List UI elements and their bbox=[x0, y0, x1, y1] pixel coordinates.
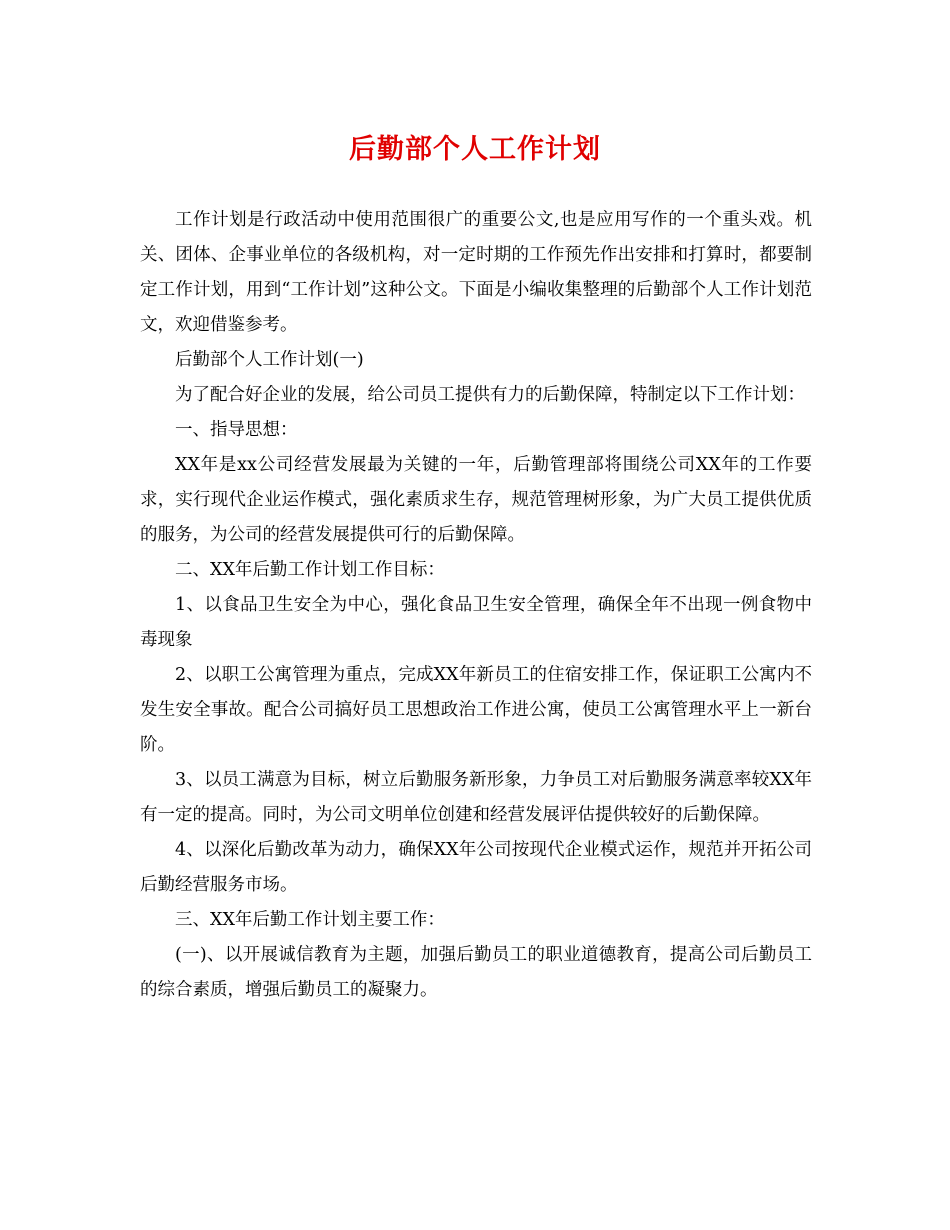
intro-paragraph: 工作计划是行政活动中使用范围很广的重要公文,也是应用写作的一个重头戏。机关、团体、企事业单位的各级机构，对一定时期的工作预先作出安排和打算时，都要制定工作计划，用到“工作计划”这种公文。下面是小编收集整理的后勤部个人工作计划范文，欢迎借鉴参考。 bbox=[140, 210, 812, 335]
document-body bbox=[140, 203, 812, 1008]
goal-item-3: 3、以员工满意为目标，树立后勤服务新形象，力争员工对后勤服务满意率较XX年有一定的提高。同时，为公司文明单位创建和经营发展评估提供较好的后勤保障。 bbox=[140, 770, 812, 825]
section-heading-guiding-ideas: 一、指导思想： bbox=[175, 420, 298, 440]
purpose-paragraph: 为了配合好企业的发展，给公司员工提供有力的后勤保障，特制定以下工作计划： bbox=[175, 385, 805, 405]
goal-item-1: 1、以食品卫生安全为中心，强化食品卫生安全管理，确保全年不出现一例食物中毒现象 bbox=[140, 595, 812, 650]
document-title: 后勤部个人工作计划 bbox=[349, 134, 601, 165]
main-work-item-1: (一)、以开展诚信教育为主题，加强后勤员工的职业道德教育，提高公司后勤员工的综合素质，增强后勤员工的凝聚力。 bbox=[140, 945, 812, 1000]
section-heading-main-work: 三、XX年后勤工作计划主要工作： bbox=[175, 910, 445, 930]
section-heading-plan-one: 后勤部个人工作计划(一) bbox=[175, 350, 364, 370]
goal-item-2: 2、以职工公寓管理为重点，完成XX年新员工的住宿安排工作，保证职工公寓内不发生安全事故。配合公司搞好员工思想政治工作进公寓，使员工公寓管理水平上一新台阶。 bbox=[140, 665, 812, 755]
section-heading-goals: 二、XX年后勤工作计划工作目标： bbox=[175, 560, 445, 580]
guiding-ideas-paragraph: XX年是xx公司经营发展最为关键的一年，后勤管理部将围绕公司XX年的工作要求，实行现代企业运作模式，强化素质求生存，规范管理树形象，为广大员工提供优质的服务，为公司的经营发展提供可行的后勤保障。 bbox=[140, 455, 812, 545]
goal-item-4: 4、以深化后勤改革为动力，确保XX年公司按现代企业模式运作，规范并开拓公司后勤经营服务市场。 bbox=[140, 840, 812, 895]
